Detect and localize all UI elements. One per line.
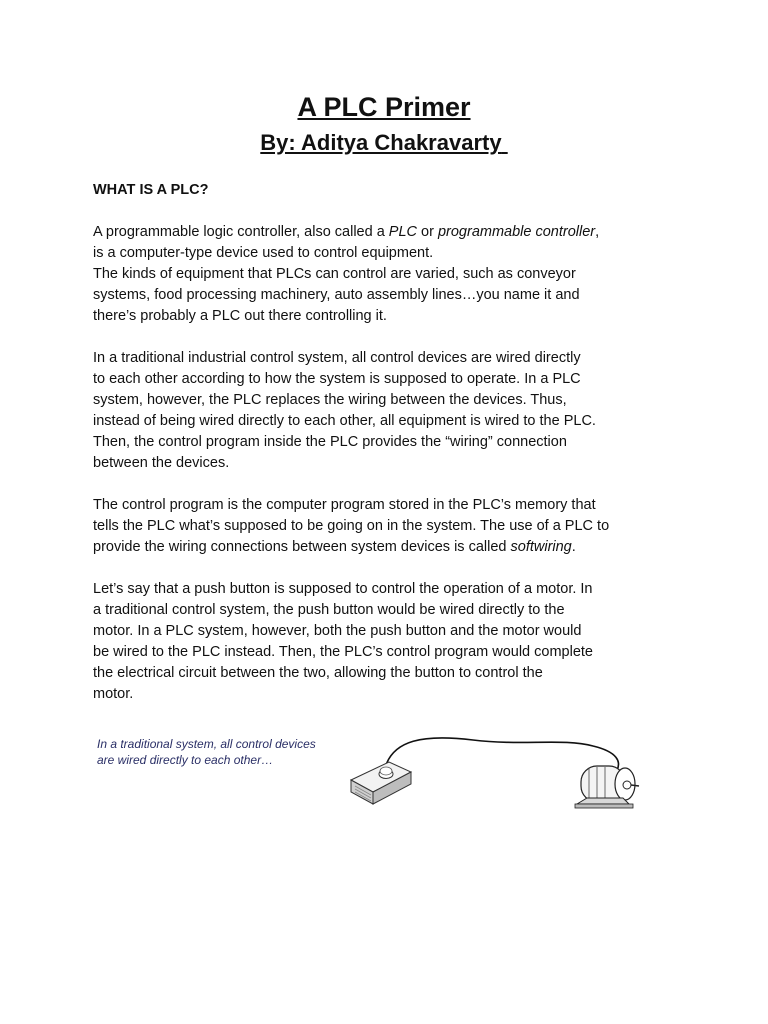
paragraph-line: system, however, the PLC replaces the wiring between the devices. Thus, bbox=[93, 392, 567, 408]
traditional-wiring-figure bbox=[93, 728, 678, 828]
author-byline bbox=[0, 128, 768, 158]
paragraph-line: systems, food processing machinery, auto assembly lines…you name it and bbox=[93, 287, 580, 303]
paragraph-line: be wired to the PLC instead. Then, the PLC’s control program would complete bbox=[93, 644, 593, 660]
connecting-wire bbox=[385, 738, 618, 770]
paragraph-line: there’s probably a PLC out there controlling it. bbox=[93, 308, 387, 324]
paragraph-definition bbox=[93, 222, 678, 327]
paragraph-traditional-wiring bbox=[93, 348, 678, 474]
byline-trailing-underline bbox=[502, 130, 508, 155]
section-heading: WHAT IS A PLC? bbox=[93, 182, 209, 198]
paragraph-line: The kinds of equipment that PLCs can control are varied, such as conveyor bbox=[93, 266, 576, 282]
italic-term: softwiring bbox=[510, 539, 572, 555]
paragraph-line: provide the wiring connections between system devices is called softwiring. bbox=[93, 539, 576, 555]
paragraph-line: the electrical circuit between the two, allowing the button to control the bbox=[93, 665, 543, 681]
paragraph-line: between the devices. bbox=[93, 455, 230, 471]
paragraph-control-program bbox=[93, 495, 678, 558]
document-body bbox=[93, 180, 678, 726]
paragraph-line: instead of being wired directly to each other, all equipment is wired to the PLC. bbox=[93, 413, 596, 429]
push-button-box-icon bbox=[351, 762, 411, 804]
paragraph-line: motor. In a PLC system, however, both the push button and the motor would bbox=[93, 623, 582, 639]
author-name: By: Aditya Chakravarty bbox=[260, 130, 502, 155]
paragraph-line: Let’s say that a push button is supposed to control the operation of a motor. In bbox=[93, 581, 593, 597]
paragraph-line: is a computer-type device used to control equipment. bbox=[93, 245, 434, 261]
paragraph-line: motor. bbox=[93, 686, 134, 702]
figure-caption bbox=[97, 736, 316, 768]
paragraph-line: tells the PLC what’s supposed to be going on in the system. The use of a PLC to bbox=[93, 518, 610, 534]
paragraph-line: A programmable logic controller, also called a PLC or programmable controller, bbox=[93, 224, 600, 240]
paragraph-line: Then, the control program inside the PLC provides the “wiring” connection bbox=[93, 434, 567, 450]
italic-term: programmable controller bbox=[437, 224, 596, 240]
document-title: A PLC Primer bbox=[297, 92, 471, 122]
motor-icon bbox=[575, 766, 639, 808]
italic-term: PLC bbox=[388, 224, 418, 240]
paragraph-line: The control program is the computer program stored in the PLC’s memory that bbox=[93, 497, 596, 513]
figure-caption-line: In a traditional system, all control devices bbox=[97, 737, 316, 751]
paragraph-line: to each other according to how the system is supposed to operate. In a PLC bbox=[93, 371, 581, 387]
figure-caption-line: are wired directly to each other… bbox=[97, 753, 274, 767]
paragraph-push-button-example bbox=[93, 579, 678, 705]
paragraph-line: a traditional control system, the push button would be wired directly to the bbox=[93, 602, 565, 618]
paragraph-line: In a traditional industrial control system, all control devices are wired directly bbox=[93, 350, 581, 366]
